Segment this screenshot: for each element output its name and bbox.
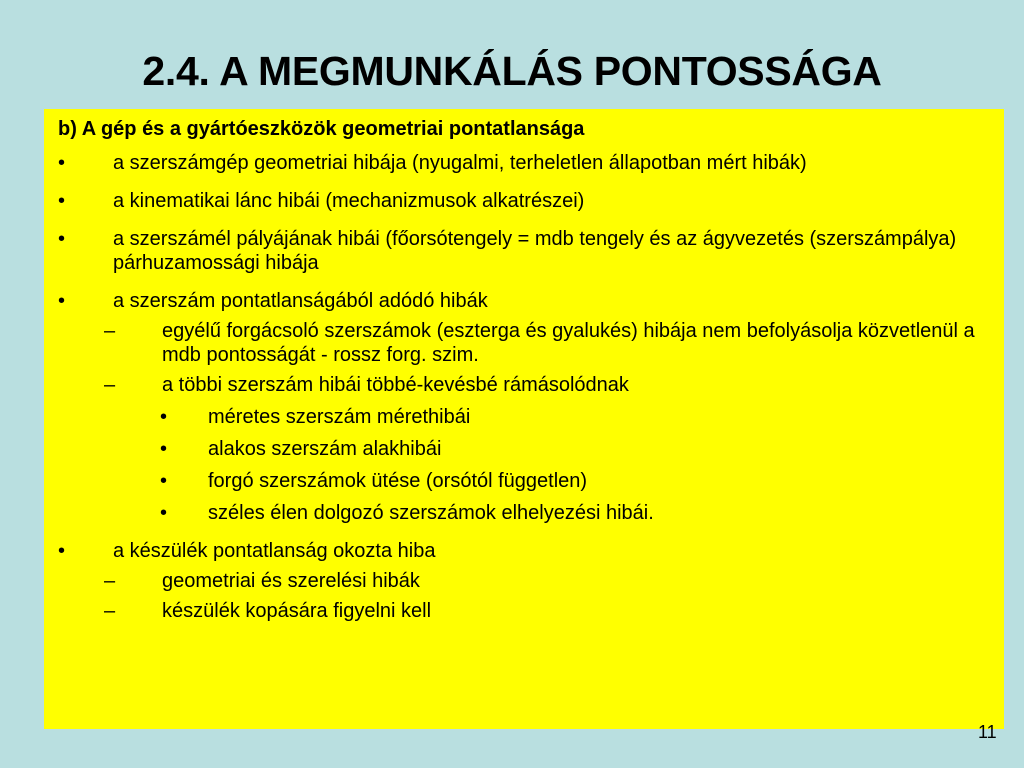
bullet-text: a szerszámél pályájának hibái (főorsótengely = mdb tengely és az ágyvezetés (szerszámpálya) párhuzamossági hibája (113, 228, 957, 274)
bullet-item (58, 227, 994, 275)
sub-bullet-text: geometriai és szerelési hibák (162, 570, 420, 592)
page-number: 11 (978, 722, 997, 742)
bullet-item (58, 289, 994, 313)
sub-bullet-item (58, 599, 994, 623)
bullet-item (58, 151, 994, 175)
bullet-text: a szerszámgép geometriai hibája (nyugalmi, terheletlen állapotban mért hibák) (113, 152, 807, 174)
sub-sub-bullet-item (58, 405, 994, 429)
sub-sub-bullet-text: alakos szerszám alakhibái (208, 438, 442, 460)
dash-marker: – (104, 570, 116, 592)
bullet-text: a kinematikai lánc hibái (mechanizmusok alkatrészei) (113, 190, 585, 212)
sub-bullet-item (58, 569, 994, 593)
sub-sub-bullet-item (58, 437, 994, 461)
sub-sub-bullet-item (58, 469, 994, 493)
dash-marker: – (104, 320, 116, 342)
sub-bullet-text: egyélű forgácsoló szerszámok (eszterga és gyalukés) hibája nem befolyásolja közvetlenül a mdb pontosságát - rossz forg. szim. (162, 320, 975, 366)
bullet-item (58, 189, 994, 213)
section-subheading: b) A gép és a gyártóeszközök geometriai pontatlansága (58, 118, 585, 140)
bullet-marker: • (58, 228, 66, 250)
bullet-marker: • (58, 540, 66, 562)
sub-sub-bullet-text: széles élen dolgozó szerszámok elhelyezési hibái. (208, 502, 654, 524)
sub-bullet-item (58, 373, 994, 397)
bullet-item (58, 539, 994, 563)
bullet-marker: • (58, 152, 66, 174)
sub-bullet-text: készülék kopására figyelni kell (162, 600, 432, 622)
sub-bullet-item (58, 319, 994, 367)
sub-sub-bullet-text: forgó szerszámok ütése (orsótól független) (208, 470, 588, 492)
bullet-marker: • (160, 406, 168, 428)
bullet-marker: • (58, 290, 66, 312)
bullet-marker: • (160, 502, 168, 524)
bullet-marker: • (58, 190, 66, 212)
bullet-marker: • (160, 470, 168, 492)
content-box (44, 109, 1004, 729)
sub-bullet-text: a többi szerszám hibái többé-kevésbé rámásolódnak (162, 374, 629, 396)
bullet-marker: • (160, 438, 168, 460)
dash-marker: – (104, 374, 116, 396)
bullet-text: a szerszám pontatlanságából adódó hibák (113, 290, 488, 312)
sub-sub-bullet-item (58, 501, 994, 525)
dash-marker: – (104, 600, 116, 622)
slide-title: 2.4. A MEGMUNKÁLÁS PONTOSSÁGA (142, 48, 882, 94)
bullet-text: a készülék pontatlanság okozta hiba (113, 540, 436, 562)
sub-sub-bullet-text: méretes szerszám mérethibái (208, 406, 471, 428)
